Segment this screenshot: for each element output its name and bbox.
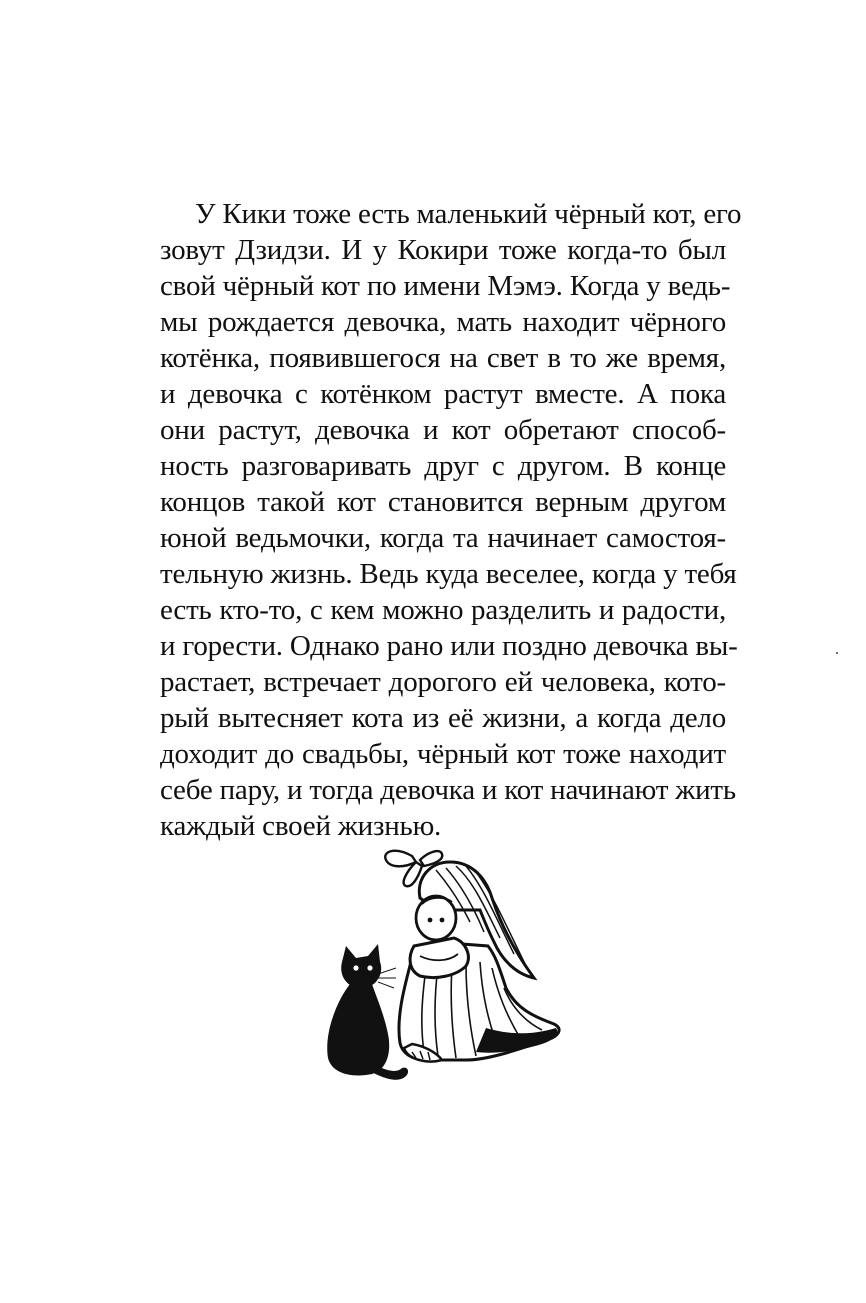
text-line: они растут, девочка и кот обретают способ- [160, 414, 726, 446]
text-line: концов такой кот становится верным другом [160, 486, 726, 518]
hair-bow [385, 851, 416, 867]
text-line: рый вытесняет кота из её жизни, а когда дело [160, 702, 726, 734]
body-paragraph [160, 196, 742, 844]
text-line: зовут Дзидзи. И у Кокири тоже когда-то был [160, 234, 726, 266]
text-line: и горести. Однако рано или поздно девочка вы- [160, 630, 738, 662]
text-line: ность разговаривать друг с другом. В конце [160, 450, 726, 482]
margin-mark [836, 652, 838, 654]
text-line: себе пару, и тогда девочка и кот начинают жить [160, 774, 736, 806]
text-line: и девочка с котёнком растут вместе. А пока [160, 378, 726, 410]
text-line: есть кто-то, с кем можно разделить и радости, [160, 594, 726, 626]
text-line: тельную жизнь. Ведь куда веселее, когда у тебя [160, 558, 737, 590]
text-line: юной ведьмочки, когда та начинает самостоя- [160, 522, 726, 554]
text-line: У Кики тоже есть маленький чёрный кот, его [195, 198, 742, 230]
text-line: каждый своей жизнью. [160, 810, 442, 842]
text-line: растает, встречает дорогого ей человека, кото- [160, 666, 726, 698]
girl-face [416, 896, 456, 940]
black-cat [327, 944, 408, 1080]
text-line: свой чёрный кот по имени Мэмэ. Когда у ведь- [160, 270, 731, 302]
girl-arms [410, 938, 468, 978]
text-line: доходит до свадьбы, чёрный кот тоже находит [160, 738, 726, 770]
text-line: котёнка, появившегося на свет в то же время, [160, 342, 726, 374]
text-line: мы рождается девочка, мать находит чёрного [160, 306, 726, 338]
girl-with-black-cat-illustration [316, 838, 576, 1098]
